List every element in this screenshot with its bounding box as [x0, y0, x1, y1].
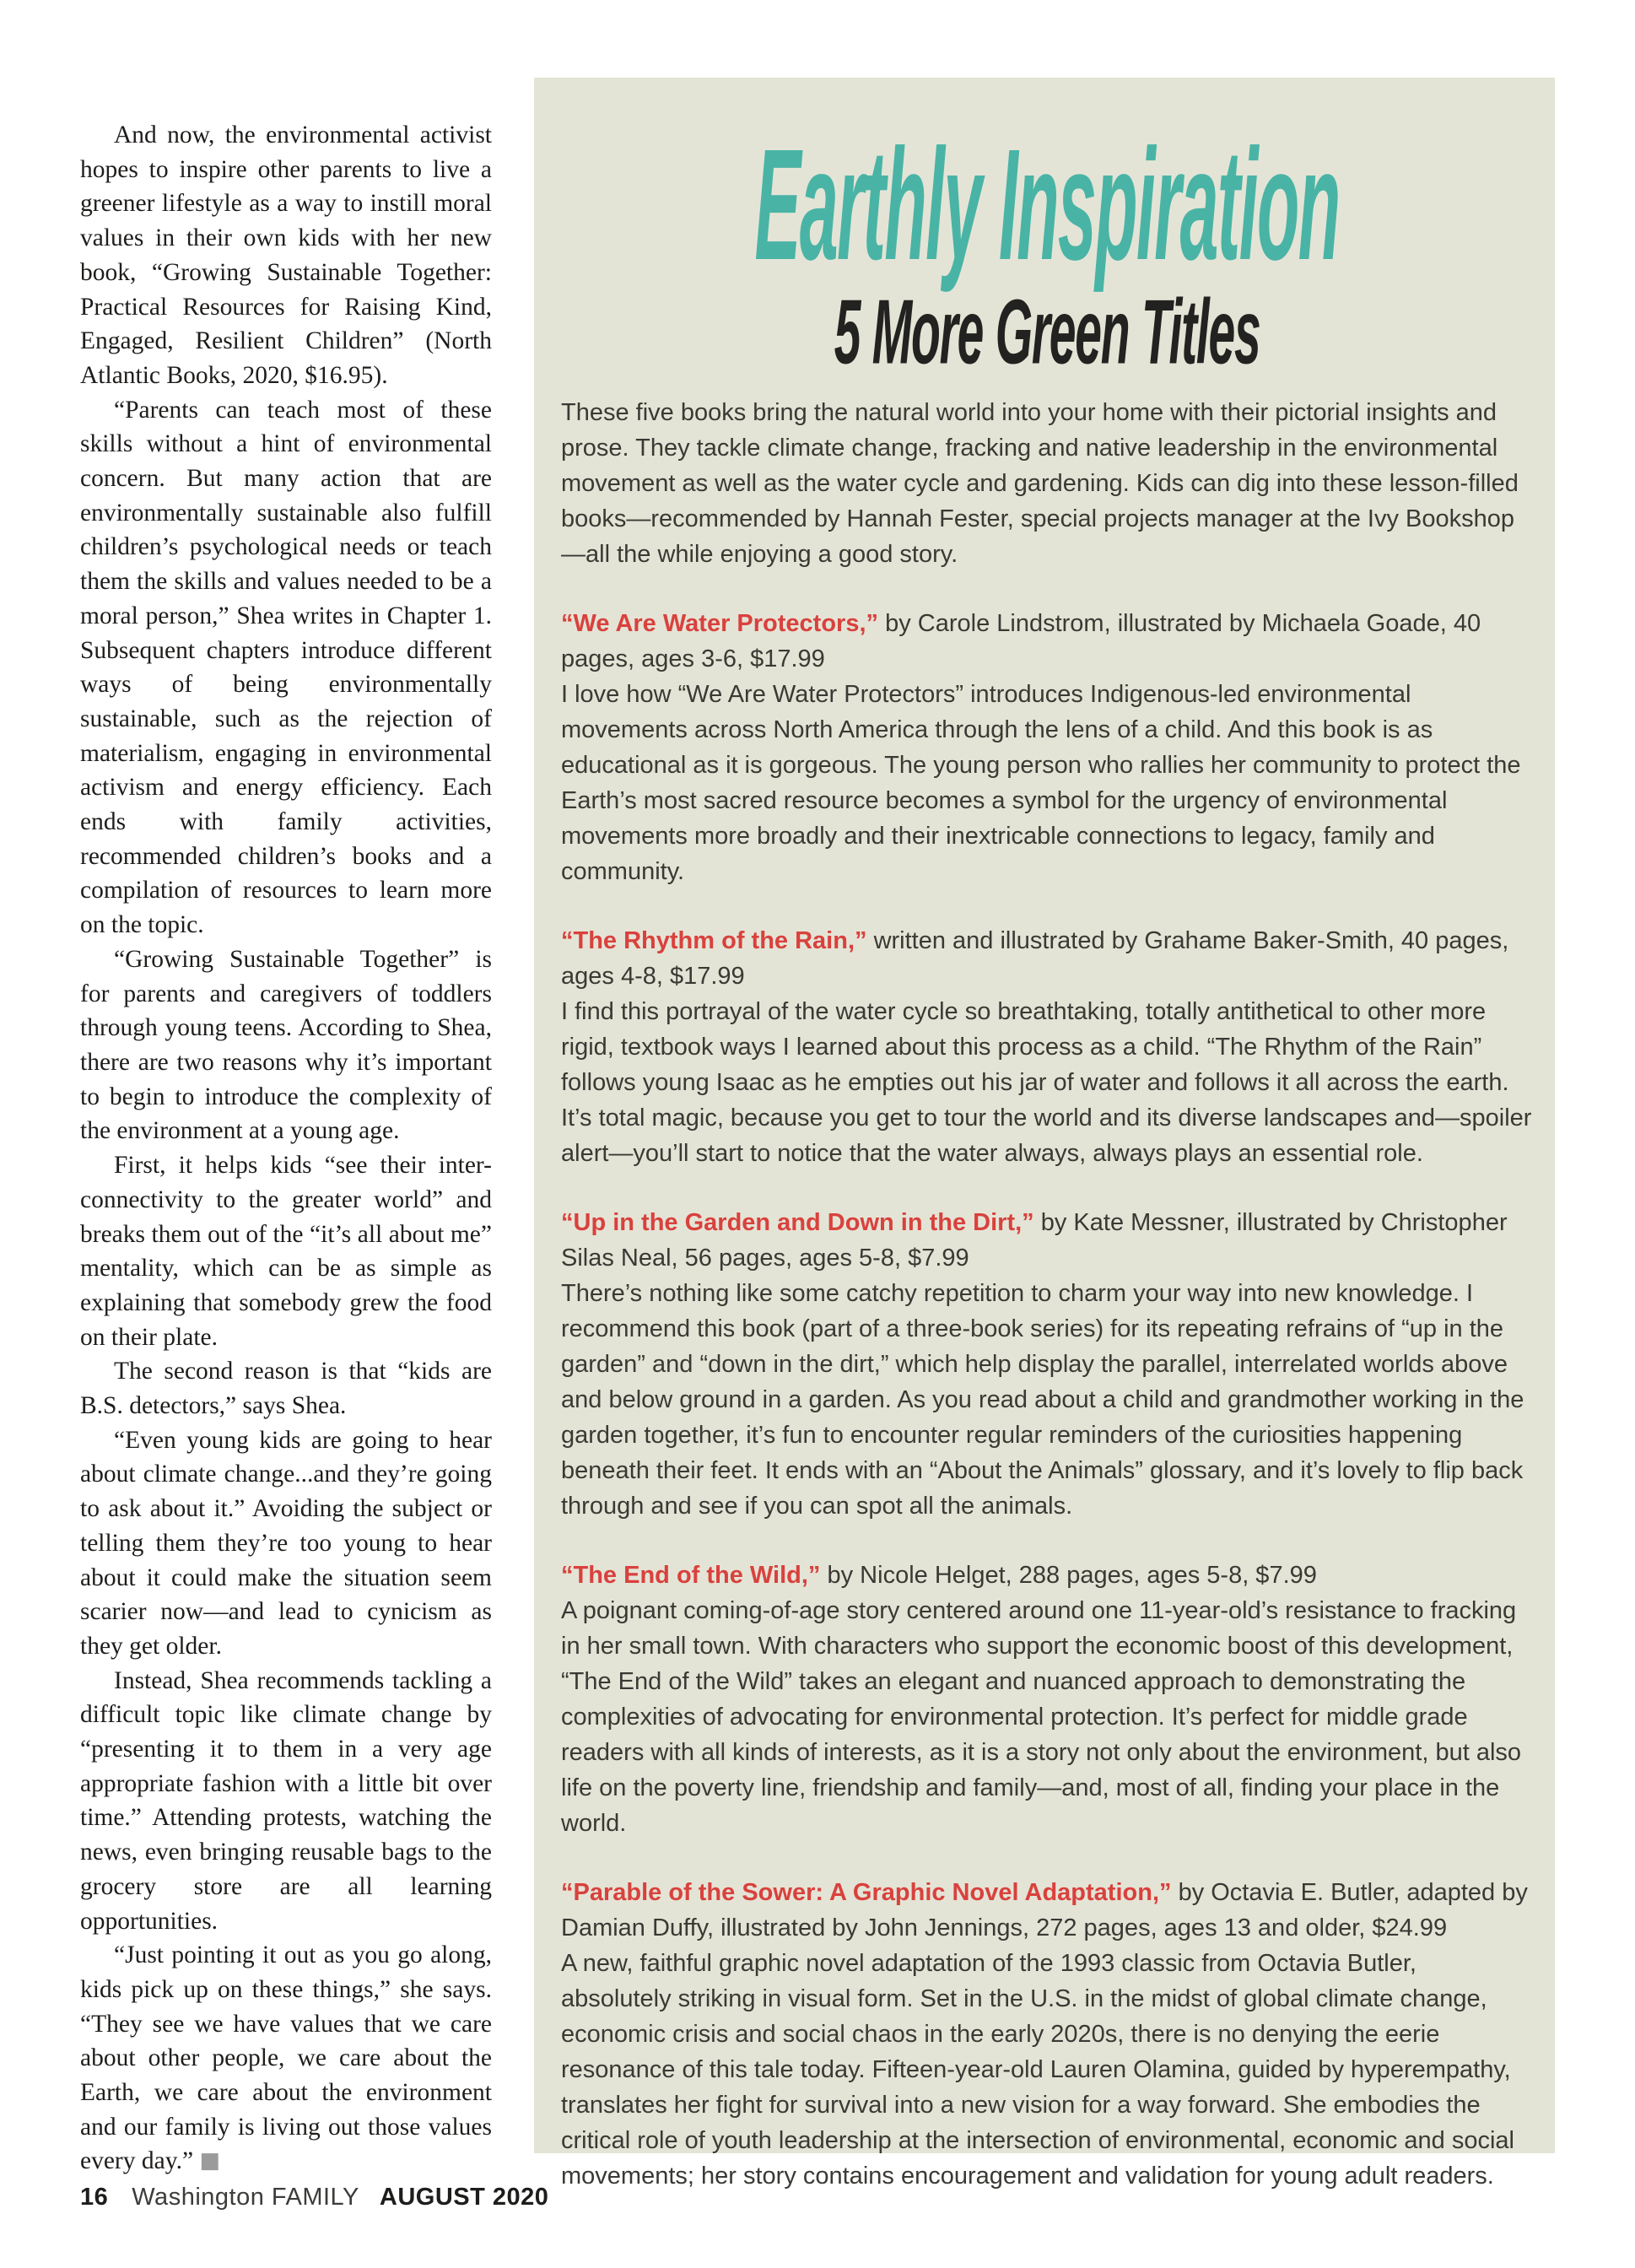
- article-paragraph: First, it helps kids “see their inter-connectivity to the greater world” and breaks them out of the “it’s all about me” mentality, which can be as simple as explaining that somebody grew the food on their plate.: [80, 1152, 492, 1351]
- article-paragraph: [80, 1938, 492, 2179]
- article-paragraph: “Even young kids are going to hear about climate change...and they’re going to ask about it.” Avoiding the subject or telling them they’re too young to hear about it could make the situation seem scarier now—and lead to cynicism as they get older.: [80, 1426, 492, 1660]
- book-title: “The Rhythm of the Rain,”: [561, 927, 867, 954]
- book-review-text: I love how “We Are Water Protectors” introduces Indigenous-led environmental movements across North America through the lens of a child. And this book is as educational as it is gorgeous. The young person who rallies her community to protect the Earth’s most sacred resource becomes a symbol for the urgency of environmental movements more broadly and their inextricable connections to legacy, family and community.: [561, 681, 1521, 885]
- article-column: [80, 118, 492, 2179]
- end-of-article-mark: ■: [199, 2148, 220, 2174]
- book-title: “The End of the Wild,”: [561, 1562, 821, 1589]
- book-title: “Parable of the Sower: A Graphic Novel Adaptation,”: [561, 1879, 1172, 1906]
- feature-box: [534, 78, 1555, 2190]
- book-review-text: A new, faithful graphic novel adaptation of the 1993 classic from Octavia Butler, absolutely striking in visual form. Set in the U.S. in the midst of global climate change, economic crisis and social chaos in the early 2020s, there is no denying the eerie resonance of this tale today. Fifteen-year-old Lauren Olamina, guided by hyperempathy, translates her fight for survival into a new vision for a way forward. She embodies the critical role of youth leadership at the intersection of environmental, economic and social movements; her story contains encouragement and validation for young adult readers.: [561, 1950, 1514, 2190]
- article-paragraph: “Growing Sustainable Together” is for parents and caregivers of toddlers through young teens. According to Shea, there are two reasons why it’s important to begin to introduce the complexity of the environment at a young age.: [80, 945, 492, 1145]
- page-number: 16: [80, 2184, 109, 2211]
- book-heading: [561, 1558, 1533, 1593]
- book-review-text: There’s nothing like some catchy repetition to charm your way into new knowledge. I recommend this book (part of a three-book series) for its repeating refrains of “up in the garden” and “down in the dirt,” which help display the parallel, interrelated worlds above and below ground in a garden. As you read about a child and grandmother working in the garden together, it’s fun to encounter regular reminders of the curiosities happening beneath their feet. It ends with an “About the Animals” glossary, and it’s lovely to flip back through and see if you can spot all the animals.: [561, 1280, 1524, 1520]
- book-review-text: I find this portrayal of the water cycle so breathtaking, totally antithetical to other more rigid, textbook ways I learned about this process as a child. “The Rhythm of the Rain” follows young Isaac as he empties out his jar of water and follows it all across the earth. It’s total magic, because you get to tour the world and its diverse landscapes and—spoiler alert—you’ll start to notice that the water always, always plays an essential role.: [561, 998, 1532, 1167]
- book-credits: by Kate Messner, illustrated by Christopher Silas Neal, 56 pages, ages 5-8, $7.99: [561, 1209, 1508, 1272]
- book-heading: [561, 923, 1533, 994]
- magazine-name: Washington FAMILY: [132, 2184, 359, 2211]
- article-paragraph: Instead, Shea recommends tackling a difficult topic like climate change by “presenting it to them in a very age appropriate fashion with a little bit over time.” Attending protests, watching the news, even bringing reusable bags to the grocery store are all learning opportunities.: [80, 1666, 492, 1935]
- book-title: “Up in the Garden and Down in the Dirt,”: [561, 1209, 1034, 1236]
- book-heading: [561, 606, 1533, 677]
- book-review-text: A poignant coming-of-age story centered around one 11-year-old’s resistance to fracking in her small town. With characters who support the economic boost of this development, “The End of the Wild” takes an elegant and nuanced approach to demonstrating the complexities of advocating for environmental protection. It’s perfect for middle grade readers with all kinds of interests, as it is a story not only about the environment, but also life on the poverty line, friendship and family—and, most of all, finding your place in the world.: [561, 1597, 1522, 1837]
- book-credits: written and illustrated by Grahame Baker-Smith, 40 pages, ages 4-8, $17.99: [561, 927, 1509, 990]
- feature-intro: These five books bring the natural world into your home with their pictorial insights and prose. They tackle climate change, fracking and native leadership in the environmental movement as well as the water cycle and gardening. Kids can dig into these lesson-filled books—recommended by Hannah Fester, special projects manager at the Ivy Bookshop—all the while enjoying a good story.: [561, 399, 1519, 568]
- book-credits: by Nicole Helget, 288 pages, ages 5-8, $7.99: [827, 1562, 1317, 1589]
- book-credits: by Carole Lindstrom, illustrated by Michaela Goade, 40 pages, ages 3-6, $17.99: [561, 610, 1481, 672]
- article-paragraph: And now, the environmental activist hopes to inspire other parents to live a greener lifestyle as a way to instill moral values in their own kids with her new book, “Growing Sustainable Together: Practical Resources for Raising Kind, Engaged, Resilient Children” (North Atlantic Books, 2020, $16.95).: [80, 122, 492, 389]
- book-heading: [561, 1205, 1533, 1276]
- book-heading: [561, 1875, 1533, 1946]
- book-credits: by Octavia E. Butler, adapted by Damian Duffy, illustrated by John Jennings, 272 pages, ages 13 and older, $24.99: [561, 1879, 1528, 1941]
- feature-subtitle-wrap: [561, 281, 1533, 384]
- book-review-section: [561, 923, 1533, 1171]
- issue-date: AUGUST 2020: [379, 2184, 549, 2211]
- feature-subtitle: 5 More Green Titles: [834, 281, 1260, 384]
- article-paragraph-text: “Just pointing it out as you go along, kids pick up on these things,” she says. “They see we have values that we care about other people, we care about the Earth, we care about the environment and our family is living out those values every day.”: [80, 1941, 492, 2175]
- book-title: “We Are Water Protectors,”: [561, 610, 879, 637]
- book-review-section: [561, 1875, 1533, 2194]
- article-paragraph: The second reason is that “kids are B.S. detectors,” says Shea.: [80, 1358, 492, 1420]
- book-review-section: [561, 1558, 1533, 1841]
- feature-title-wrap: [561, 116, 1533, 293]
- feature-title: Earthly Inspiration: [754, 116, 1340, 293]
- book-review-section: [561, 1205, 1533, 1524]
- article-paragraph: “Parents can teach most of these skills without a hint of environmental concern. But many action that are environmentally sustainable also fulfill children’s psychological needs or teach them the skills and values needed to be a moral person,” Shea writes in Chapter 1. Subsequent chapters introduce different ways of being environmentally sustainable, such as the rejection of materialism, engaging in environmental activism and energy efficiency. Each ends with family activities, recommended children’s books and a compilation of resources to learn more on the topic.: [80, 396, 492, 939]
- book-review-section: [561, 606, 1533, 889]
- page-footer: [80, 2184, 548, 2211]
